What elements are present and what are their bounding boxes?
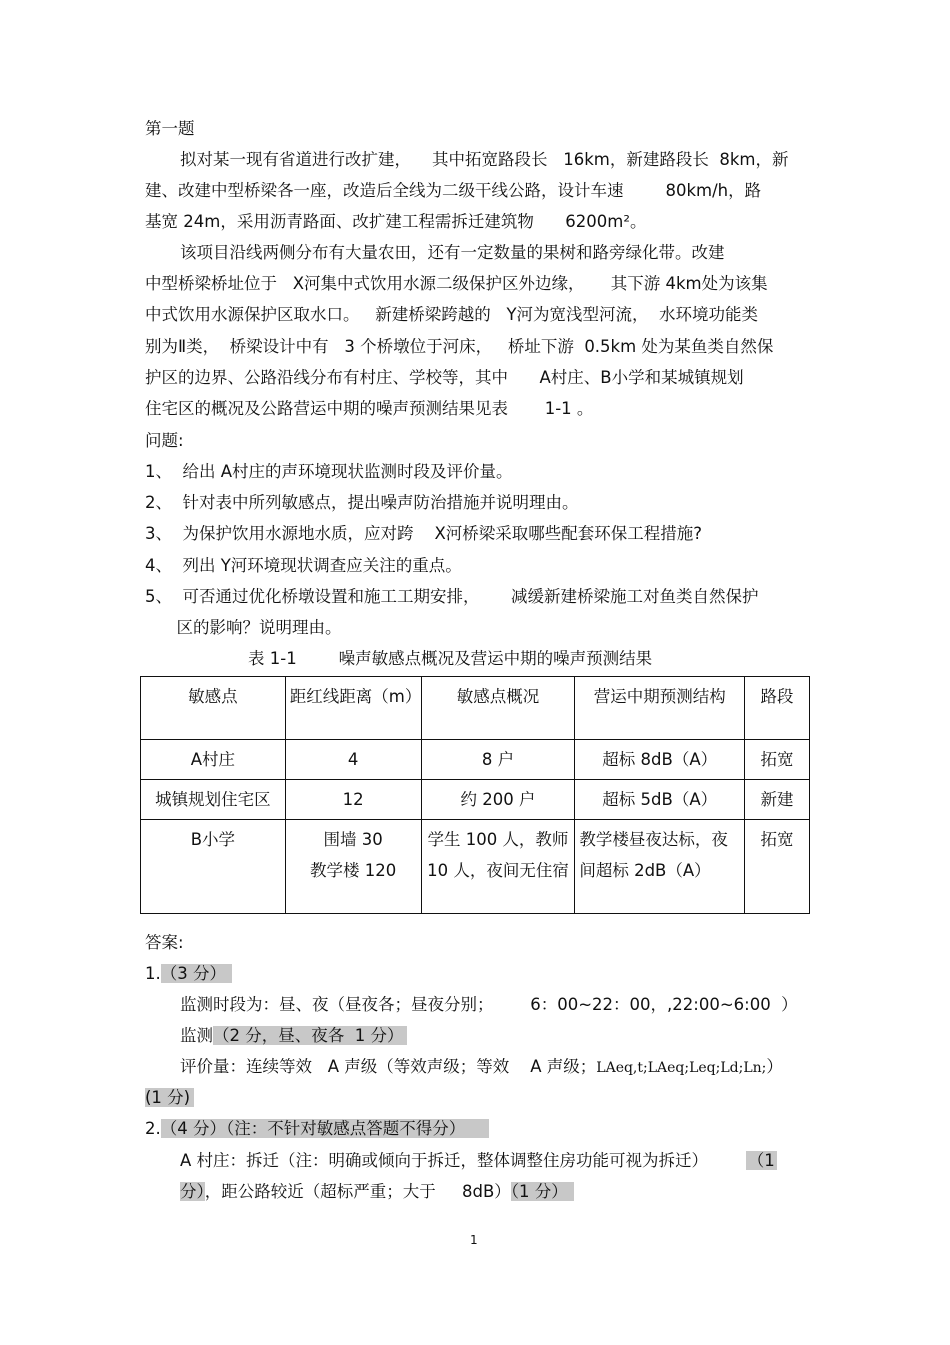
intro-line: 该项目沿线两侧分布有大量农田，还有一定数量的果树和路旁绿化带。改建 [180, 243, 725, 262]
answer-text: 监测 [180, 1026, 213, 1045]
intro-line: 中式饮用水源保护区取水口。 新建桥梁跨越的 Y河为宽浅型河流， 水环境功能类 [145, 305, 759, 324]
table-cell: 超标 5dB（A） [575, 780, 745, 820]
table-cell: 拓宽 [745, 820, 810, 914]
table-header-cell: 敏感点 [141, 677, 286, 740]
question-item: 4、 列出 Y河环境现状调查应关注的重点。 [145, 556, 462, 575]
intro-line: 住宅区的概况及公路营运中期的噪声预测结果见表 1-1 。 [145, 399, 594, 418]
answer-text: ，距公路较近（超标严重；大于 8dB） [204, 1182, 511, 1201]
score-highlight: （1 分） [511, 1182, 574, 1201]
score-highlight: （3 分） [161, 964, 232, 983]
page-number: 1 [470, 1233, 478, 1247]
answer-line [180, 1150, 777, 1172]
heading: 第一题 [145, 119, 195, 138]
table-row [141, 740, 810, 780]
table-cell: 教学楼昼夜达标，夜间超标 2dB（A） [575, 820, 745, 914]
table-cell: 8 户 [421, 740, 575, 780]
table-caption: 表 1-1 噪声敏感点概况及营运中期的噪声预测结果 [248, 649, 653, 668]
answer-number: 1. [145, 964, 161, 983]
answer-1-header [145, 963, 232, 985]
table-row [141, 780, 810, 820]
answer-line [180, 1056, 783, 1079]
answer-text: 评价量：连续等效 A 声级（等效声级；等效 A 声级； [180, 1057, 597, 1076]
score-highlight: 分） [180, 1182, 205, 1201]
table-cell: 学生 100 人，教师 10 人，夜间无住宿 [421, 820, 575, 914]
table-header-cell: 营运中期预测结构 [575, 677, 745, 740]
answer-text: A 村庄：拆迁（注：明确或倾向于拆迁，整体调整住房功能可视为拆迁） [180, 1151, 709, 1170]
score-highlight: （2 分，昼、夜各 1 分） [213, 1026, 407, 1045]
table-row [141, 820, 810, 914]
table-cell: A村庄 [141, 740, 286, 780]
intro-line: 建、改建中型桥梁各一座，改造后全线为二级干线公路，设计车速 80km/h，路 [145, 181, 762, 200]
answer-line [180, 1181, 574, 1203]
table-header-row [141, 677, 810, 740]
questions-label: 问题: [145, 431, 184, 450]
score-highlight: （4 分）（注：不针对敏感点答题不得分） [161, 1119, 490, 1138]
table-header-cell: 距红线距离（m） [285, 677, 421, 740]
intro-line: 别为Ⅱ类， 桥梁设计中有 3 个桥墩位于河床， 桥址下游 0.5km 处为某鱼类自然保 [145, 337, 774, 356]
answer-line: 监测时段为：昼、夜（昼夜各；昼夜分别； 6：00~22：00，,22:00~6:00 ） [180, 995, 798, 1014]
table-cell: 围墙 30 教学楼 120 [285, 820, 421, 914]
table-cell: 12 [285, 780, 421, 820]
question-item: 1、 给出 A村庄的声环境现状监测时段及评价量。 [145, 462, 513, 481]
answer-line [180, 1025, 407, 1047]
table-cell: 超标 8dB（A） [575, 740, 745, 780]
table-cell: 新建 [745, 780, 810, 820]
score-highlight: （1 [746, 1151, 777, 1170]
table-cell: 城镇规划住宅区 [141, 780, 286, 820]
answer-text: ） [766, 1057, 783, 1076]
intro-line: 拟对某一现有省道进行改扩建， 其中拓宽路段长 16km，新建路段长 8km，新 [180, 150, 789, 169]
table-cell: 4 [285, 740, 421, 780]
intro-line: 基宽 24m，采用沥青路面、改扩建工程需拆迁建筑物 6200m²。 [145, 212, 647, 231]
table-cell: 约 200 户 [421, 780, 575, 820]
score-highlight: (1 分) [145, 1088, 194, 1107]
question-item: 5、 可否通过优化桥墩设置和施工工期安排， 减缓新建桥梁施工对鱼类自然保护 [145, 587, 759, 606]
answer-number: 2. [145, 1119, 161, 1138]
question-item: 区的影响？说明理由。 [145, 618, 342, 637]
question-item: 3、 为保护饮用水源地水质，应对跨 X河桥梁采取哪些配套环保工程措施? [145, 524, 703, 543]
table-cell: B小学 [141, 820, 286, 914]
intro-line: 护区的边界、公路沿线分布有村庄、学校等，其中 A村庄、B小学和某城镇规划 [145, 368, 744, 387]
table-header-cell: 路段 [745, 677, 810, 740]
answer-2-header [145, 1118, 489, 1140]
answers-label: 答案: [145, 933, 184, 952]
formula-symbols: LAeq,t;LAeq;Leq;Ld;Ln; [596, 1060, 767, 1076]
table-header-cell: 敏感点概况 [421, 677, 575, 740]
table-cell: 拓宽 [745, 740, 810, 780]
answer-line [145, 1087, 194, 1109]
question-item: 2、 针对表中所列敏感点，提出噪声防治措施并说明理由。 [145, 493, 579, 512]
intro-line: 中型桥梁桥址位于 X河集中式饮用水源二级保护区外边缘， 其下游 4km处为该集 [145, 274, 768, 293]
noise-table [140, 676, 810, 914]
